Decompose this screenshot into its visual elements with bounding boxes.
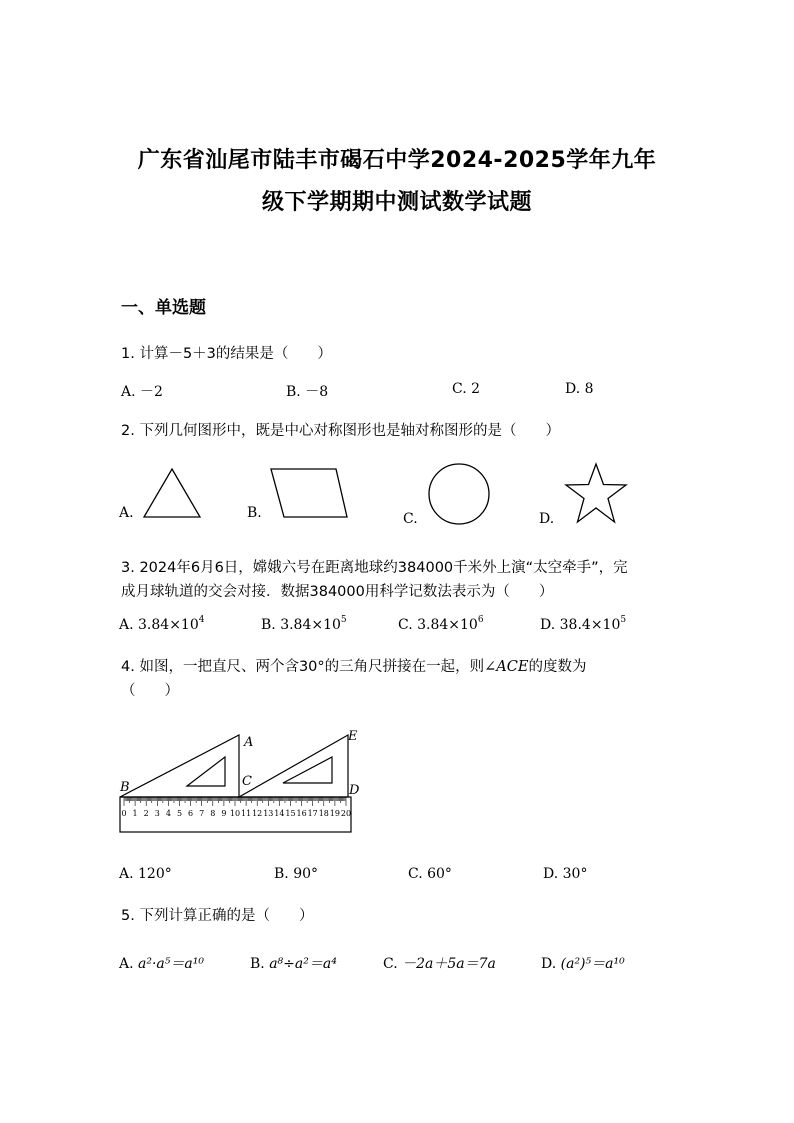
page-title-line-2: 级下学期期中测试数学试题 [261, 190, 532, 215]
ruler-number: 1 [132, 809, 138, 818]
ruler-number: 8 [210, 809, 216, 818]
circle-icon [426, 461, 492, 527]
ruler-triangles-figure [110, 724, 370, 838]
section-heading: 一、单选题 [121, 298, 206, 318]
question-4-option-b[interactable]: B. 90° [274, 866, 319, 882]
question-2-text: 2. 下列几何图形中，既是中心对称图形也是轴对称图形的是（ ） [121, 423, 560, 439]
ruler-number: 12 [252, 809, 263, 818]
question-1-option-a[interactable]: A. －2 [121, 384, 163, 400]
question-1-option-c[interactable]: C. 2 [452, 381, 481, 397]
ruler-number: 3 [154, 809, 160, 818]
page-title-line-1: 广东省汕尾市陆丰市碣石中学2024-2025学年九年 [137, 148, 657, 173]
ruler-number: 11 [241, 809, 252, 818]
ruler-number: 18 [318, 809, 329, 818]
question-3-text-line-2: 成月球轨道的交会对接．数据384000用科学记数法表示为（ ） [121, 584, 554, 600]
triangle-icon [140, 465, 206, 521]
ruler-number: 7 [199, 809, 205, 818]
ruler-ticks [124, 797, 346, 806]
ruler-number: 15 [285, 809, 296, 818]
parallelogram-icon [266, 465, 352, 521]
question-3-option-d[interactable]: D. $38.4\times 10^5$ [540, 615, 627, 633]
question-3-option-a[interactable]: A. $3.84\times 10^4$ [119, 615, 205, 633]
ruler-number: 13 [263, 809, 274, 818]
question-2-option-d[interactable]: D. [539, 511, 555, 527]
question-4-text-line-2: （ ） [121, 683, 179, 699]
ruler-labels [121, 809, 351, 818]
question-1-option-b[interactable]: B. －8 [286, 384, 329, 400]
question-5-option-d[interactable]: D. (a²)⁵＝a¹⁰ [541, 956, 625, 972]
ruler-number: 6 [188, 809, 194, 818]
ruler-number: 10 [229, 809, 241, 818]
question-5-option-c[interactable]: C. －2a＋5a＝7a [383, 956, 496, 972]
ruler-number: 2 [143, 809, 149, 818]
question-5-text: 5. 下列计算正确的是（ ） [121, 908, 314, 924]
point-label-b: B [120, 780, 130, 795]
question-5-option-a[interactable]: A. a²·a⁵＝a¹⁰ [119, 956, 204, 972]
question-3-option-c[interactable]: C. $3.84\times 10^6$ [398, 615, 484, 633]
ruler-number: 14 [274, 809, 285, 818]
question-5-option-b[interactable]: B. a⁸÷a²＝a⁴ [250, 956, 337, 972]
ruler-number: 4 [165, 809, 171, 818]
question-1-text: 1. 计算－5＋3的结果是（ ） [121, 346, 332, 362]
question-2-option-a[interactable]: A. [119, 505, 134, 521]
point-label-e: E [348, 729, 358, 744]
ruler-number: 19 [329, 809, 340, 818]
ruler-number: 0 [121, 809, 127, 818]
ruler-number: 17 [307, 809, 318, 818]
question-3-option-b[interactable]: B. $3.84\times 10^5$ [261, 615, 347, 633]
ruler-number: 5 [176, 809, 183, 818]
question-2-option-c[interactable]: C. [403, 511, 418, 527]
point-label-d: D [349, 783, 360, 798]
point-label-c: C [242, 774, 252, 789]
question-4-option-c[interactable]: C. 60° [408, 866, 452, 882]
question-3-text-line-1: 3. 2024年6月6日，嫦娥六号在距离地球约384000千米外上演“太空牵手”，完 [121, 560, 628, 576]
question-4-option-d[interactable]: D. 30° [543, 866, 588, 882]
point-label-a: A [244, 735, 254, 750]
star-icon [562, 461, 630, 527]
angle-ace: ∠ACE [484, 659, 529, 675]
ruler-number: 9 [221, 809, 227, 818]
ruler-number: 20 [340, 809, 352, 818]
question-4-text-line-1: 4. 如图，一把直尺、两个含30°的三角尺拼接在一起，则∠ACE的度数为 [121, 659, 587, 675]
question-1-option-d[interactable]: D. 8 [565, 381, 594, 397]
question-2-option-b[interactable]: B. [247, 505, 262, 521]
ruler-number: 16 [296, 809, 307, 818]
question-4-option-a[interactable]: A. 120° [119, 866, 172, 882]
